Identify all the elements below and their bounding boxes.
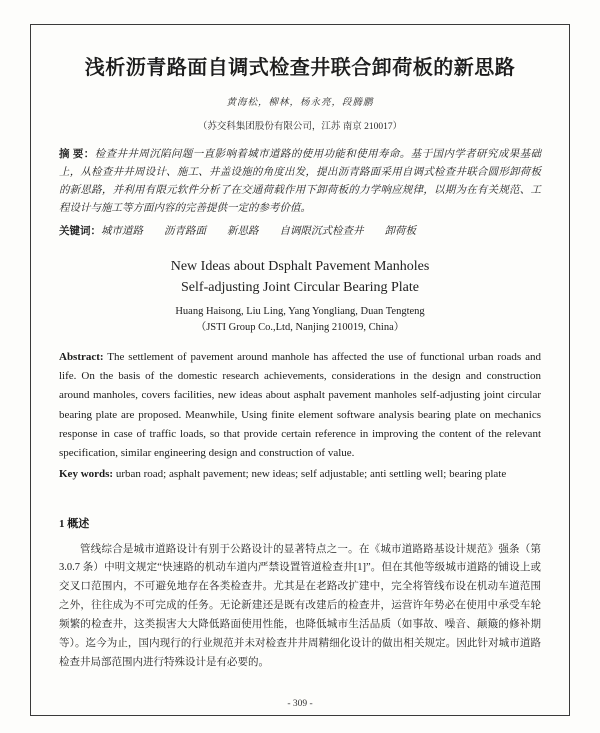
abstract-chinese [59,146,541,217]
paper-title-english-line2: Self-adjusting Joint Circular Bearing Plate [181,279,419,295]
keywords-chinese [59,223,541,241]
paper-title-chinese: 浅析沥青路面自调式检查井联合卸荷板的新思路 [84,57,516,79]
authors-chinese: 黄海松，柳林，杨永亮，段腾鹏 [226,98,374,108]
paper-title-english [59,257,541,298]
affiliation-chinese: （苏交科集团股份有限公司，江苏 南京 210017） [197,122,403,132]
abstract-english [59,348,541,464]
keywords-label-chinese: 关键词： [59,226,101,238]
keywords-label-english: Key words: [59,468,114,481]
abstract-text-chinese: 检查井井周沉陷问题一直影响着城市道路的使用功能和使用寿命。基于国内学者研究成果基础上，从检查井井周设计、施工、井盖设施的角度出发，提出沥青路面采用自调式检查井联合圆形卸荷板的新思路，并利用有限元软件分析了在交通荷载作用下卸荷板的力学响应规律，以期为在有关规范、工程设计与施工等方面内容的完善提供一定的参考价值。 [59,149,542,214]
keywords-text-chinese: 城市道路 沥青路面 新思路 自调限沉式检查井 卸荷板 [101,226,416,238]
page-border-frame [30,24,570,716]
abstract-label-chinese: 摘 要： [59,149,95,160]
abstract-text-english: The settlement of pavement around manhole has affected the use of functional urban roads and life. On the basis of the domestic research achievements, considerations in the design and construction around manholes, covers facilities, new ideas about asphalt pavement manholes self-adjusting joint circular bearing plate are proposed. Meanwhile, Using finite element software analysis bearing plate on mechanics response in case of traffic loads, so that provide certain reference in improving the content of the relevant specification, similar engineering design and construction of value. [59,350,541,460]
keywords-text-english: urban road; asphalt pavement; new ideas; self adjustable; anti settling well; bearing plate [113,468,507,481]
section-1-body: 管线综合是城市道路设计有别于公路设计的显著特点之一。在《城市道路路基设计规范》强条（第 3.0.7 条）中明文规定“快速路的机动车道内严禁设置管道检查井[1]”。但在其他等级城市道路的铺设上或交叉口范围内，不可避免地存在各类检查井。尤其是在老路改扩建中，完全将管线布设在机动车道范围之外，往往成为不可完成的任务。无论新建还是既有改建后的检查井，运营许年势必在使用中承受车轮频繁的检查井，这类损害大大降低路面使用性能，也降低城市生活品质（如事故、噪音、颠簸的修补期等）。迄今为止，国内现行的行业规范并未对检查井井周精细化设计的做出相关规定。因此针对城市道路检查井局部范围内进行特殊设计是有必要的。 [59,543,541,668]
affiliation-english: （JSTI Group Co.,Ltd, Nanjing 210019, China） [195,321,405,333]
authors-english: Huang Haisong, Liu Ling, Yang Yongliang, Duan Tengteng [175,305,425,317]
keywords-english [59,465,541,484]
page-number: - 309 - [287,699,313,709]
paper-title-english-line1: New Ideas about Dsphalt Pavement Manholes [170,259,430,275]
section-1-heading: 1 概述 [59,517,90,530]
abstract-label-english: Abstract: [59,350,104,363]
